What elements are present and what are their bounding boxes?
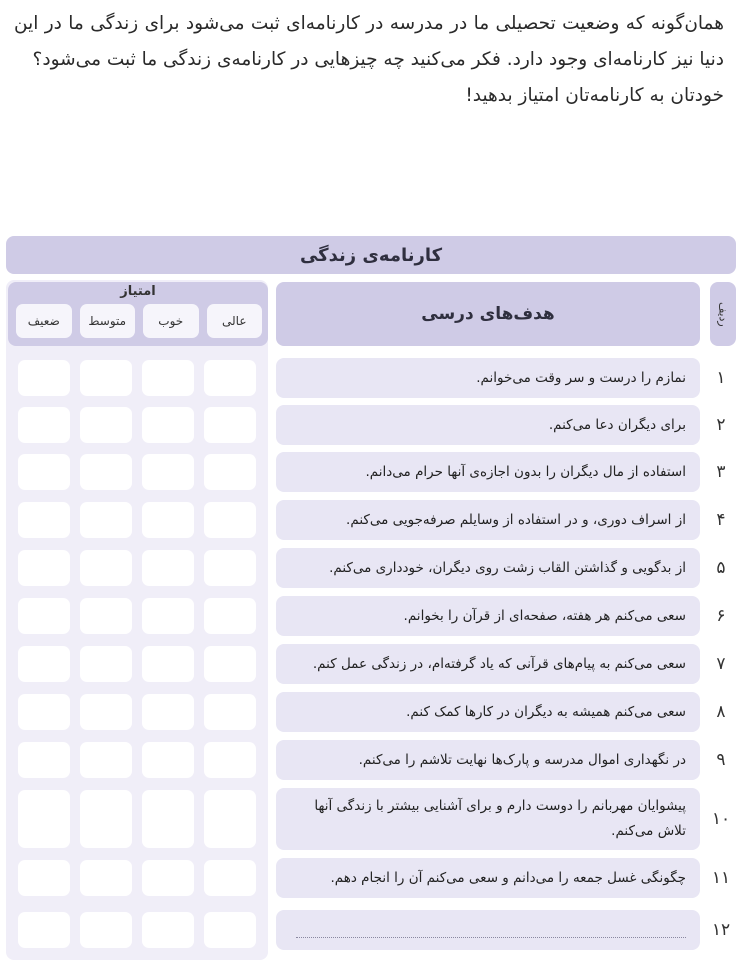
goal-text xyxy=(276,405,700,445)
score-cell-excellent[interactable] xyxy=(204,646,256,682)
score-cell-weak[interactable] xyxy=(18,694,70,730)
table-row xyxy=(0,548,740,588)
row-number: ۴ xyxy=(716,510,726,530)
score-cell-weak[interactable] xyxy=(18,454,70,490)
goal-text xyxy=(276,788,700,850)
score-level-average: متوسط xyxy=(80,304,136,338)
goal-text xyxy=(276,692,700,732)
table-row xyxy=(0,692,740,732)
score-cell-good[interactable] xyxy=(142,550,194,586)
score-cell-excellent[interactable] xyxy=(204,912,256,948)
goal-text xyxy=(276,644,700,684)
score-cell-good[interactable] xyxy=(142,694,194,730)
score-cell-good[interactable] xyxy=(142,860,194,896)
score-cell-excellent[interactable] xyxy=(204,502,256,538)
score-cell-average[interactable] xyxy=(80,790,132,848)
table-row xyxy=(0,596,740,636)
score-cell-average[interactable] xyxy=(80,694,132,730)
goal-label: نمازم را درست و سر وقت می‌خوانم. xyxy=(476,369,686,386)
goal-text xyxy=(276,548,700,588)
score-level-excellent: عالی xyxy=(207,304,263,338)
score-cell-weak[interactable] xyxy=(18,646,70,682)
score-cell-weak[interactable] xyxy=(18,742,70,778)
blank-line[interactable] xyxy=(296,923,686,938)
card-title: کارنامه‌ی زندگی xyxy=(6,236,736,274)
score-cell-weak[interactable] xyxy=(18,550,70,586)
row-number: ۱۰ xyxy=(711,809,731,829)
goal-label: پیشوایان مهربانم را دوست دارم و برای آشنایی بیشتر با زندگی آنها تلاش می‌کنم. xyxy=(314,798,686,839)
score-cell-excellent[interactable] xyxy=(204,360,256,396)
table-row xyxy=(0,858,740,898)
score-level-good: خوب xyxy=(143,304,199,338)
goal-text xyxy=(276,596,700,636)
goal-label: استفاده از مال دیگران را بدون اجازه‌ی آنها حرام می‌دانم. xyxy=(365,463,686,480)
table-row xyxy=(0,740,740,780)
score-cell-excellent[interactable] xyxy=(204,407,256,443)
score-cell-weak[interactable] xyxy=(18,502,70,538)
goal-label: در نگهداری اموال مدرسه و پارک‌ها نهایت تلاشم را می‌کنم. xyxy=(358,751,686,768)
score-cell-good[interactable] xyxy=(142,912,194,948)
score-cell-good[interactable] xyxy=(142,790,194,848)
score-header: امتیاز xyxy=(120,284,156,299)
row-number: ۷ xyxy=(716,654,726,674)
score-cell-excellent[interactable] xyxy=(204,454,256,490)
score-cell-excellent[interactable] xyxy=(204,742,256,778)
score-cell-weak[interactable] xyxy=(18,912,70,948)
score-cell-excellent[interactable] xyxy=(204,550,256,586)
score-cell-average[interactable] xyxy=(80,550,132,586)
score-cell-average[interactable] xyxy=(80,360,132,396)
goal-label: چگونگی غسل جمعه را می‌دانم و سعی می‌کنم آن را انجام دهم. xyxy=(330,869,686,886)
score-cell-good[interactable] xyxy=(142,742,194,778)
intro-paragraph: همان‌گونه که وضعیت تحصیلی ما در مدرسه در کارنامه‌ای ثبت می‌شود برای زندگی ما در این دنیا نیز کارنامه‌ای وجود دارد. فکر می‌کنید چه چیزهایی در کارنامه‌ی زندگی ما ثبت می‌شود؟ xyxy=(14,13,724,70)
table-row xyxy=(0,500,740,540)
goal-label: از بدگویی و گذاشتن القاب زشت روی دیگران، خودداری می‌کنم. xyxy=(329,559,686,576)
row-number: ۵ xyxy=(716,558,726,578)
intro-text xyxy=(14,6,724,114)
score-cell-good[interactable] xyxy=(142,454,194,490)
score-cell-average[interactable] xyxy=(80,912,132,948)
row-number: ۸ xyxy=(716,702,726,722)
score-cell-excellent[interactable] xyxy=(204,694,256,730)
row-number: ۳ xyxy=(716,462,726,482)
row-number: ۶ xyxy=(716,606,726,626)
score-cell-weak[interactable] xyxy=(18,407,70,443)
score-cell-average[interactable] xyxy=(80,407,132,443)
goal-label: سعی می‌کنم هر هفته، صفحه‌ای از قرآن را بخوانم. xyxy=(403,607,686,624)
score-cell-average[interactable] xyxy=(80,598,132,634)
score-cell-average[interactable] xyxy=(80,502,132,538)
row-number: ۱۱ xyxy=(711,868,731,888)
row-number-header: ردیف xyxy=(710,282,736,346)
score-cell-good[interactable] xyxy=(142,598,194,634)
table-row xyxy=(0,358,740,398)
score-cell-weak[interactable] xyxy=(18,360,70,396)
goal-text xyxy=(276,500,700,540)
row-number: ۹ xyxy=(716,750,726,770)
table-row xyxy=(0,405,740,445)
score-cell-excellent[interactable] xyxy=(204,860,256,896)
score-cell-weak[interactable] xyxy=(18,790,70,848)
goal-text xyxy=(276,452,700,492)
score-cell-excellent[interactable] xyxy=(204,790,256,848)
score-cell-good[interactable] xyxy=(142,360,194,396)
row-number: ۲ xyxy=(716,415,726,435)
goal-label: سعی می‌کنم همیشه به دیگران در کارها کمک کنم. xyxy=(406,703,686,720)
goals-header: هدف‌های درسی xyxy=(276,282,700,346)
goal-text xyxy=(276,858,700,898)
goal-text[interactable] xyxy=(276,910,700,950)
goal-label: از اسراف دوری، و در استفاده از وسایلم صرفه‌جویی می‌کنم. xyxy=(346,511,686,528)
score-cell-average[interactable] xyxy=(80,742,132,778)
goal-label: سعی می‌کنم به پیام‌های قرآنی که یاد گرفته‌ام، در زندگی عمل کنم. xyxy=(312,655,686,672)
score-cell-good[interactable] xyxy=(142,646,194,682)
score-cell-weak[interactable] xyxy=(18,598,70,634)
intro-instruction: خودتان به کارنامه‌تان امتیاز بدهید! xyxy=(465,85,724,106)
table-row xyxy=(0,788,740,850)
goal-label: برای دیگران دعا می‌کنم. xyxy=(548,416,686,433)
table-row xyxy=(0,910,740,950)
score-cell-average[interactable] xyxy=(80,454,132,490)
score-cell-average[interactable] xyxy=(80,646,132,682)
row-number: ۱۲ xyxy=(711,920,731,940)
row-number: ۱ xyxy=(716,368,726,388)
score-cell-excellent[interactable] xyxy=(204,598,256,634)
goal-text xyxy=(276,358,700,398)
score-cell-good[interactable] xyxy=(142,502,194,538)
score-cell-good[interactable] xyxy=(142,407,194,443)
goal-text xyxy=(276,740,700,780)
score-levels xyxy=(16,304,262,338)
table-row xyxy=(0,644,740,684)
table-row xyxy=(0,452,740,492)
score-cell-weak[interactable] xyxy=(18,860,70,896)
score-level-weak: ضعیف xyxy=(16,304,72,338)
score-cell-average[interactable] xyxy=(80,860,132,896)
